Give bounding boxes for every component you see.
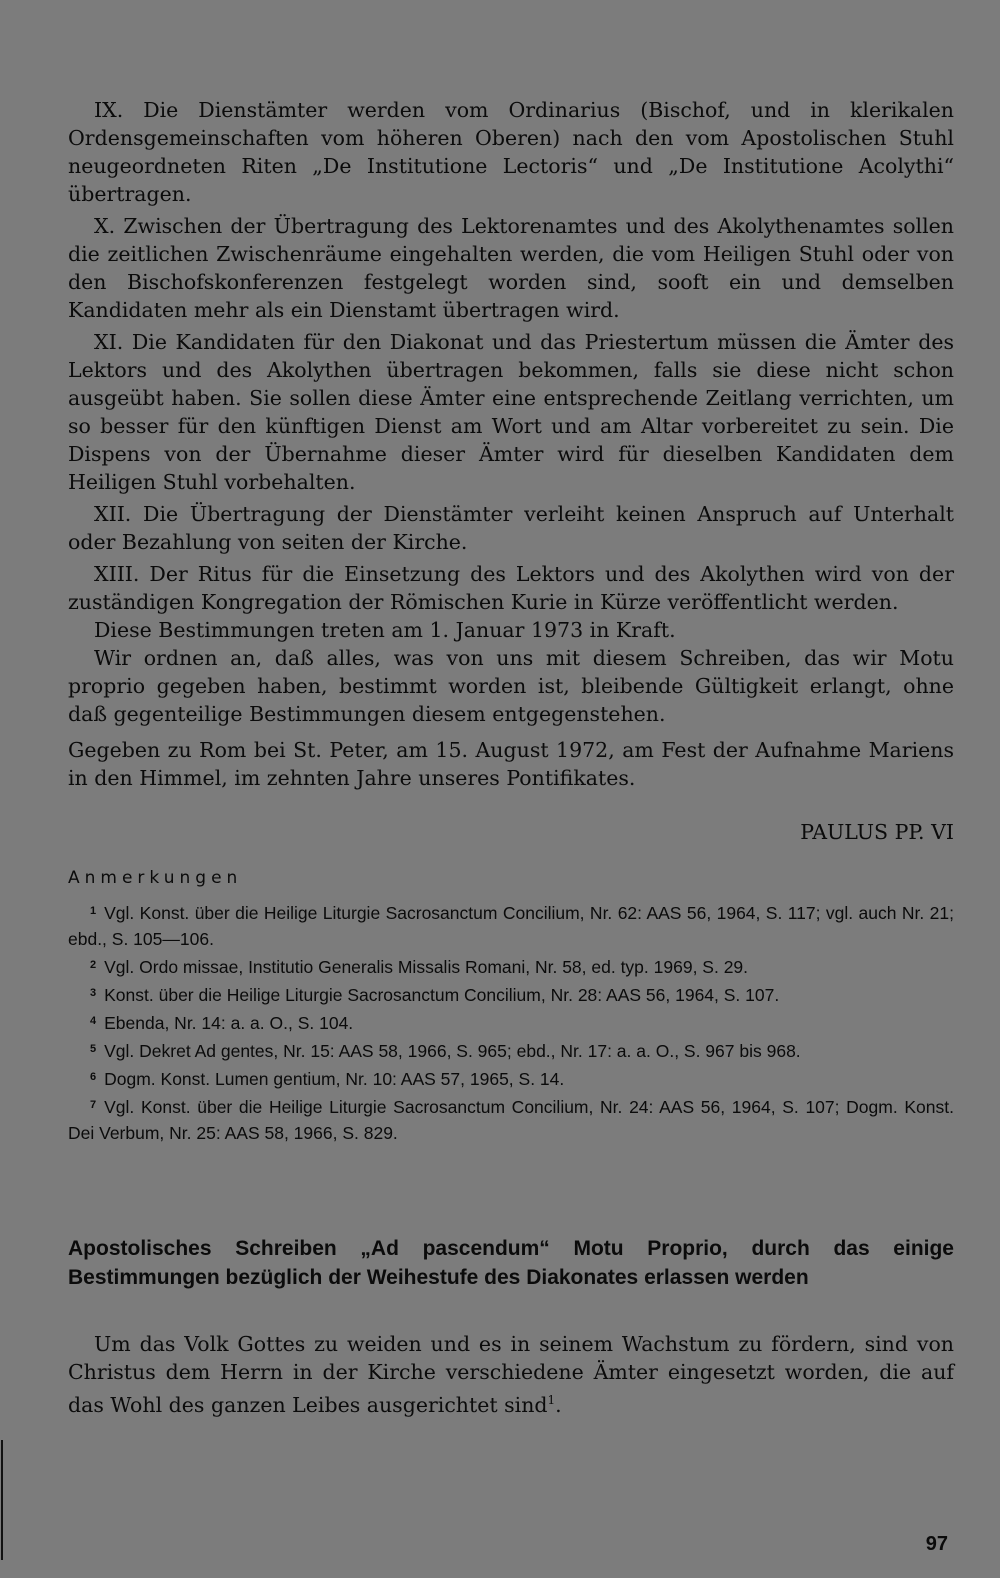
footnote-number: 7 — [90, 1099, 97, 1111]
footnote-text: Konst. über die Heilige Liturgie Sacrosanctum Concilium, Nr. 28: AAS 56, 1964, S. 107. — [104, 985, 780, 1005]
paragraph-xi: XI. Die Kandidaten für den Diakonat und das Priestertum müssen die Ämter des Lektors und des Akolythen übertragen bekommen, falls sie diese nicht schon ausgeübt haben. Sie sollen diese Ämter eine entsprechende Zeitlang verrichten, um so besser für den künftigen Dienst am Wort und am Altar vorbereitet zu sein. Die Dispens von der Übernahme dieser Ämter wird für dieselben Kandidaten dem Heiligen Stuhl vorbehalten. — [68, 330, 954, 494]
paragraph-order: Wir ordnen an, daß alles, was von uns mit diesem Schreiben, das wir Motu proprio gegeben haben, bestimmt worden ist, bleibende Gültigkeit erlangt, ohne daß gegenteilige Bestimmungen diesem entgegenstehen. — [68, 646, 954, 726]
footnote-text: Ebenda, Nr. 14: a. a. O., S. 104. — [104, 1013, 354, 1033]
page-number: 97 — [925, 1533, 948, 1555]
scan-edge-mark — [1, 1440, 3, 1560]
paragraph-xiii: XIII. Der Ritus für die Einsetzung des Lektors und des Akolythen wird von der zuständigen Kongregation der Römischen Kurie in Kürze veröffentlicht werden. — [68, 562, 954, 614]
footnote — [68, 952, 954, 980]
notes-heading: Anmerkungen — [68, 868, 243, 888]
footnote-text: Vgl. Ordo missae, Institutio Generalis Missalis Romani, Nr. 58, ed. typ. 1969, S. 29. — [104, 957, 749, 977]
intro-footnote-ref: 1 — [547, 1393, 556, 1407]
footnote — [68, 1064, 954, 1092]
footnote-number: 6 — [90, 1071, 97, 1083]
paragraph-effective-date: Diese Bestimmungen treten am 1. Januar 1973 in Kraft. — [94, 618, 676, 642]
footnote — [68, 980, 954, 1008]
footnotes-list — [68, 898, 954, 1146]
paragraph-x: X. Zwischen der Übertragung des Lektorenamtes und des Akolythenamtes sollen die zeitlichen Zwischenräume eingehalten werden, die vom Heiligen Stuhl oder von den Bischofskonferenzen festgelegt worden sind, sooft ein und demselben Kandidaten mehr als ein Dienstamt übertragen wird. — [68, 214, 954, 322]
footnote — [68, 1036, 954, 1064]
footnote — [68, 1092, 954, 1146]
footnote-number: 3 — [90, 987, 97, 999]
page-content — [68, 96, 954, 1423]
footnote-number: 5 — [90, 1043, 97, 1055]
footnote-text: Vgl. Dekret Ad gentes, Nr. 15: AAS 58, 1966, S. 965; ebd., Nr. 17: a. a. O., S. 967 bis 968. — [104, 1041, 801, 1061]
footnote-text: Dogm. Konst. Lumen gentium, Nr. 10: AAS 57, 1965, S. 14. — [104, 1069, 565, 1089]
footnote — [68, 898, 954, 952]
footnote — [68, 1008, 954, 1036]
intro-end: . — [555, 1392, 562, 1417]
intro-text: Um das Volk Gottes zu weiden und es in seinem Wachstum zu fördern, sind von Christus dem Herrn in der Kirche verschiedene Ämter eingesetzt worden, die auf das Wohl des ganzen Leibes ausgerichtet sind — [68, 1332, 954, 1417]
signature: PAULUS PP. VI — [800, 820, 954, 844]
paragraph-xii: XII. Die Übertragung der Dienstämter verleiht keinen Anspruch auf Unterhalt oder Bezahlung von seiten der Kirche. — [68, 502, 954, 554]
footnote-number: 4 — [90, 1015, 97, 1027]
footnote-number: 2 — [90, 959, 97, 971]
section-heading: Apostolisches Schreiben „Ad pascendum“ Motu Proprio, durch das einige Bestimmungen bezüglich der Weihestufe des Diakonates erlassen werden — [68, 1237, 954, 1289]
paragraph-given: Gegeben zu Rom bei St. Peter, am 15. August 1972, am Fest der Aufnahme Mariens in den Himmel, im zehnten Jahre unseres Pontifikates. — [68, 738, 954, 790]
paragraph-ix: IX. Die Dienstämter werden vom Ordinarius (Bischof, und in klerikalen Ordensgemeinschaften vom höheren Oberen) nach den vom Apostolischen Stuhl neugeordneten Riten „De Institutione Lectoris“ und „De Institutione Acolythi“ übertragen. — [68, 98, 954, 206]
footnote-number: 1 — [90, 905, 97, 917]
footnote-text: Vgl. Konst. über die Heilige Liturgie Sacrosanctum Concilium, Nr. 24: AAS 56, 1964, S. 107; Dogm. Konst. Dei Verbum, Nr. 25: AAS 58, 1966, S. 829. — [68, 1097, 954, 1143]
intro-paragraph — [68, 1330, 954, 1419]
footnote-text: Vgl. Konst. über die Heilige Liturgie Sacrosanctum Concilium, Nr. 62: AAS 56, 1964, S. 117; vgl. auch Nr. 21; ebd., S. 105—106. — [68, 903, 954, 949]
